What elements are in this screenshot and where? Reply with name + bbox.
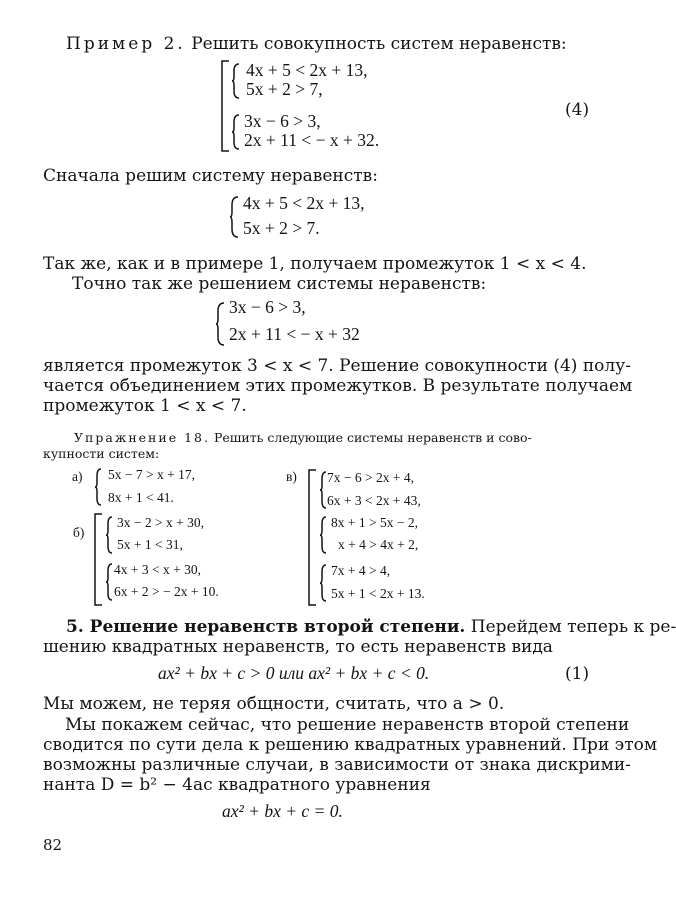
example-ineq-2: 5x + 2 > 7, [246, 79, 323, 99]
exercise-a-brace [95, 468, 102, 506]
exercise-v-ineq-6: 5x + 1 < 2x + 13. [331, 586, 425, 601]
formula-number-1: (1) [565, 664, 590, 684]
paragraph-first-system: Сначала решим систему неравенств: [43, 166, 378, 186]
exercise-v-ineq-1: 7x − 6 > 2x + 4, [327, 470, 414, 485]
quadratic-equation-formula: ax² + bx + c = 0. [222, 801, 343, 821]
example-text: Решить совокупность систем неравенств: [191, 34, 567, 54]
section-heading: 5. Решение неравенств второй степени. [66, 617, 466, 637]
discriminant-line-4: нанта D = b² − 4ac квадратного уравнения [43, 775, 431, 795]
exercise-v-brace-1 [320, 471, 327, 509]
discriminant-line-1: Мы покажем сейчас, что решение неравенств второй степени [65, 715, 630, 735]
discriminant-line-2: сводится по сути дела к решению квадратных уравнений. При этом [43, 735, 658, 755]
exercise-v-marker: в) [286, 469, 297, 484]
exercise-b-square-bracket [94, 513, 104, 606]
section-first-line [66, 617, 676, 637]
exercise-b-marker: б) [73, 525, 85, 540]
section-line-2: шению квадратных неравенств, то есть неравенств вида [43, 637, 553, 657]
exercise-v-ineq-3: 8x + 1 > 5x − 2, [331, 515, 418, 530]
exercise-v-square-bracket [308, 469, 318, 606]
quadratic-inequality-formula: ax² + bx + c > 0 или ax² + bx + c < 0. [158, 663, 430, 683]
example-label: Пример 2. [66, 34, 186, 54]
discriminant-line-3: возможны различные случаи, в зависимости от знака дискрими- [43, 755, 631, 775]
curly-brace-3 [230, 196, 239, 238]
exercise-text: Решить следующие системы неравенств и сово- [213, 430, 532, 445]
system1-ineq-1: 4x + 5 < 2x + 13, [243, 193, 365, 213]
system1-ineq-2: 5x + 2 > 7. [243, 218, 320, 238]
paragraph-second-system: Точно так же решением системы неравенств: [72, 274, 487, 294]
system2-ineq-2: 2x + 11 < − x + 32 [229, 324, 360, 344]
result-line-2: чается объединением этих промежутков. В результате получаем [43, 376, 633, 396]
example-ineq-4: 2x + 11 < − x + 32. [244, 130, 380, 150]
example-ineq-1: 4x + 5 < 2x + 13, [246, 60, 368, 80]
outer-square-bracket [221, 60, 231, 152]
exercise-v-brace-3 [320, 564, 327, 602]
exercise-text-line-2: купности систем: [43, 446, 160, 461]
curly-brace-2 [232, 114, 240, 150]
exercise-b-brace-2 [106, 563, 113, 601]
exercise-a-marker: а) [72, 469, 83, 484]
page-number: 82 [43, 836, 63, 854]
exercise-v-ineq-5: 7x + 4 > 4, [331, 563, 391, 578]
paragraph-discriminant [43, 715, 658, 795]
exercise-label: Упражнение 18. [74, 430, 210, 445]
result-line-1: является промежуток 3 < x < 7. Решение совокупности (4) полу- [43, 356, 631, 376]
section-intro: Перейдем теперь к ре- [470, 617, 676, 637]
exercise-b-ineq-2: 5x + 1 < 31, [117, 537, 183, 552]
equation-number-4: (4) [565, 100, 590, 120]
exercise-v-ineq-4: x + 4 > 4x + 2, [338, 537, 419, 552]
exercise-b-ineq-4: 6x + 2 > − 2x + 10. [114, 584, 219, 599]
paragraph-interval-1: Так же, как и в примере 1, получаем промежуток 1 < x < 4. [43, 254, 587, 274]
system2-ineq-1: 3x − 6 > 3, [229, 297, 306, 317]
curly-brace-1 [232, 63, 240, 99]
exercise-v-ineq-2: 6x + 3 < 2x + 43, [327, 493, 421, 508]
exercise-a-ineq-1: 5x − 7 > x + 17, [108, 467, 195, 482]
exercise-heading [74, 430, 587, 445]
result-line-3: промежуток 1 < x < 7. [43, 396, 247, 416]
exercise-b-ineq-3: 4x + 3 < x + 30, [114, 562, 201, 577]
paragraph-generality: Мы можем, не теряя общности, считать, что a > 0. [43, 694, 505, 714]
example-ineq-3: 3x − 6 > 3, [244, 111, 321, 131]
exercise-b-ineq-1: 3x − 2 > x + 30, [117, 515, 204, 530]
exercise-b-brace-1 [106, 516, 113, 554]
example-heading [66, 34, 567, 54]
paragraph-result [43, 356, 633, 416]
curly-brace-4 [216, 302, 225, 346]
exercise-v-brace-2 [320, 516, 327, 554]
exercise-a-ineq-2: 8x + 1 < 41. [108, 490, 174, 505]
